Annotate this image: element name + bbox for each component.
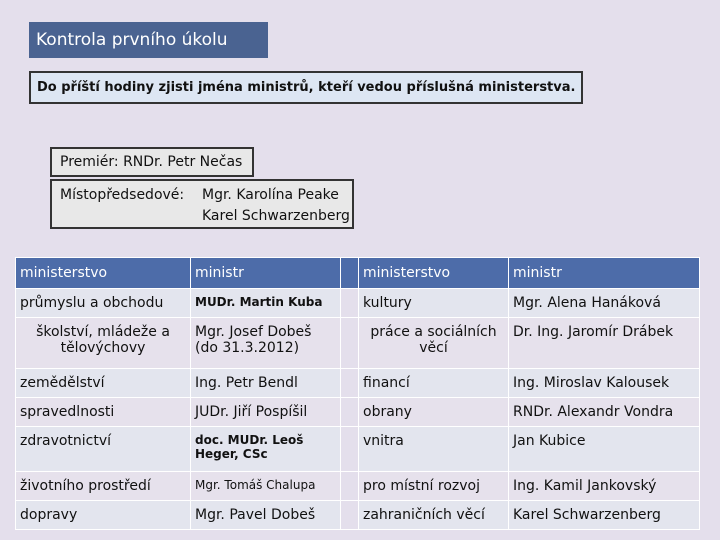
deputy-box — [50, 179, 354, 229]
deputy-label: Místopředsedové: — [60, 187, 185, 203]
minister-cell: doc. MUDr. Leoš Heger, CSc — [191, 427, 341, 472]
header-ministry: ministerstvo — [359, 258, 509, 289]
minister-cell: JUDr. Jiří Pospíšil — [191, 398, 341, 427]
header-ministry: ministerstvo — [16, 258, 191, 289]
minister-cell: Ing. Miroslav Kalousek — [509, 369, 700, 398]
deputy-name: Karel Schwarzenberg — [202, 208, 350, 224]
minister-cell: Jan Kubice — [509, 427, 700, 472]
table-row — [16, 289, 700, 318]
slide-title: Kontrola prvního úkolu — [29, 22, 268, 58]
table-row — [16, 501, 700, 530]
ministry-cell: průmyslu a obchodu — [16, 289, 191, 318]
ministry-cell: dopravy — [16, 501, 191, 530]
ministry-cell: práce a sociálních věcí — [359, 318, 509, 369]
ministry-cell: spravedlnosti — [16, 398, 191, 427]
header-minister: ministr — [509, 258, 700, 289]
minister-cell: Mgr. Alena Hanáková — [509, 289, 700, 318]
ministry-cell: zdravotnictví — [16, 427, 191, 472]
table-header-row — [16, 258, 700, 289]
table-row — [16, 318, 700, 369]
ministry-cell: školství, mládeže a tělovýchovy — [16, 318, 191, 369]
minister-cell: Karel Schwarzenberg — [509, 501, 700, 530]
minister-cell: Dr. Ing. Jaromír Drábek — [509, 318, 700, 369]
minister-cell: Ing. Petr Bendl — [191, 369, 341, 398]
table-row — [16, 369, 700, 398]
ministry-cell: životního prostředí — [16, 472, 191, 501]
ministry-cell: obrany — [359, 398, 509, 427]
minister-cell: RNDr. Alexandr Vondra — [509, 398, 700, 427]
ministry-cell: zemědělství — [16, 369, 191, 398]
table-row — [16, 398, 700, 427]
minister-cell: MUDr. Martin Kuba — [191, 289, 341, 318]
minister-cell: Mgr. Josef Dobeš (do 31.3.2012) — [191, 318, 341, 369]
ministry-cell: zahraničních věcí — [359, 501, 509, 530]
table-row — [16, 427, 700, 472]
header-minister: ministr — [191, 258, 341, 289]
table-row — [16, 472, 700, 501]
minister-cell: Ing. Kamil Jankovský — [509, 472, 700, 501]
ministry-cell: financí — [359, 369, 509, 398]
ministry-cell: kultury — [359, 289, 509, 318]
deputy-name: Mgr. Karolína Peake — [202, 187, 339, 203]
ministry-cell: vnitra — [359, 427, 509, 472]
minister-cell: Mgr. Pavel Dobeš — [191, 501, 341, 530]
premier-box: Premiér: RNDr. Petr Nečas — [50, 147, 254, 177]
ministry-cell: pro místní rozvoj — [359, 472, 509, 501]
minister-cell: Mgr. Tomáš Chalupa — [191, 472, 341, 501]
task-instruction: Do příští hodiny zjisti jména ministrů, kteří vedou příslušná ministerstva. — [29, 71, 583, 104]
ministers-table — [15, 257, 700, 530]
